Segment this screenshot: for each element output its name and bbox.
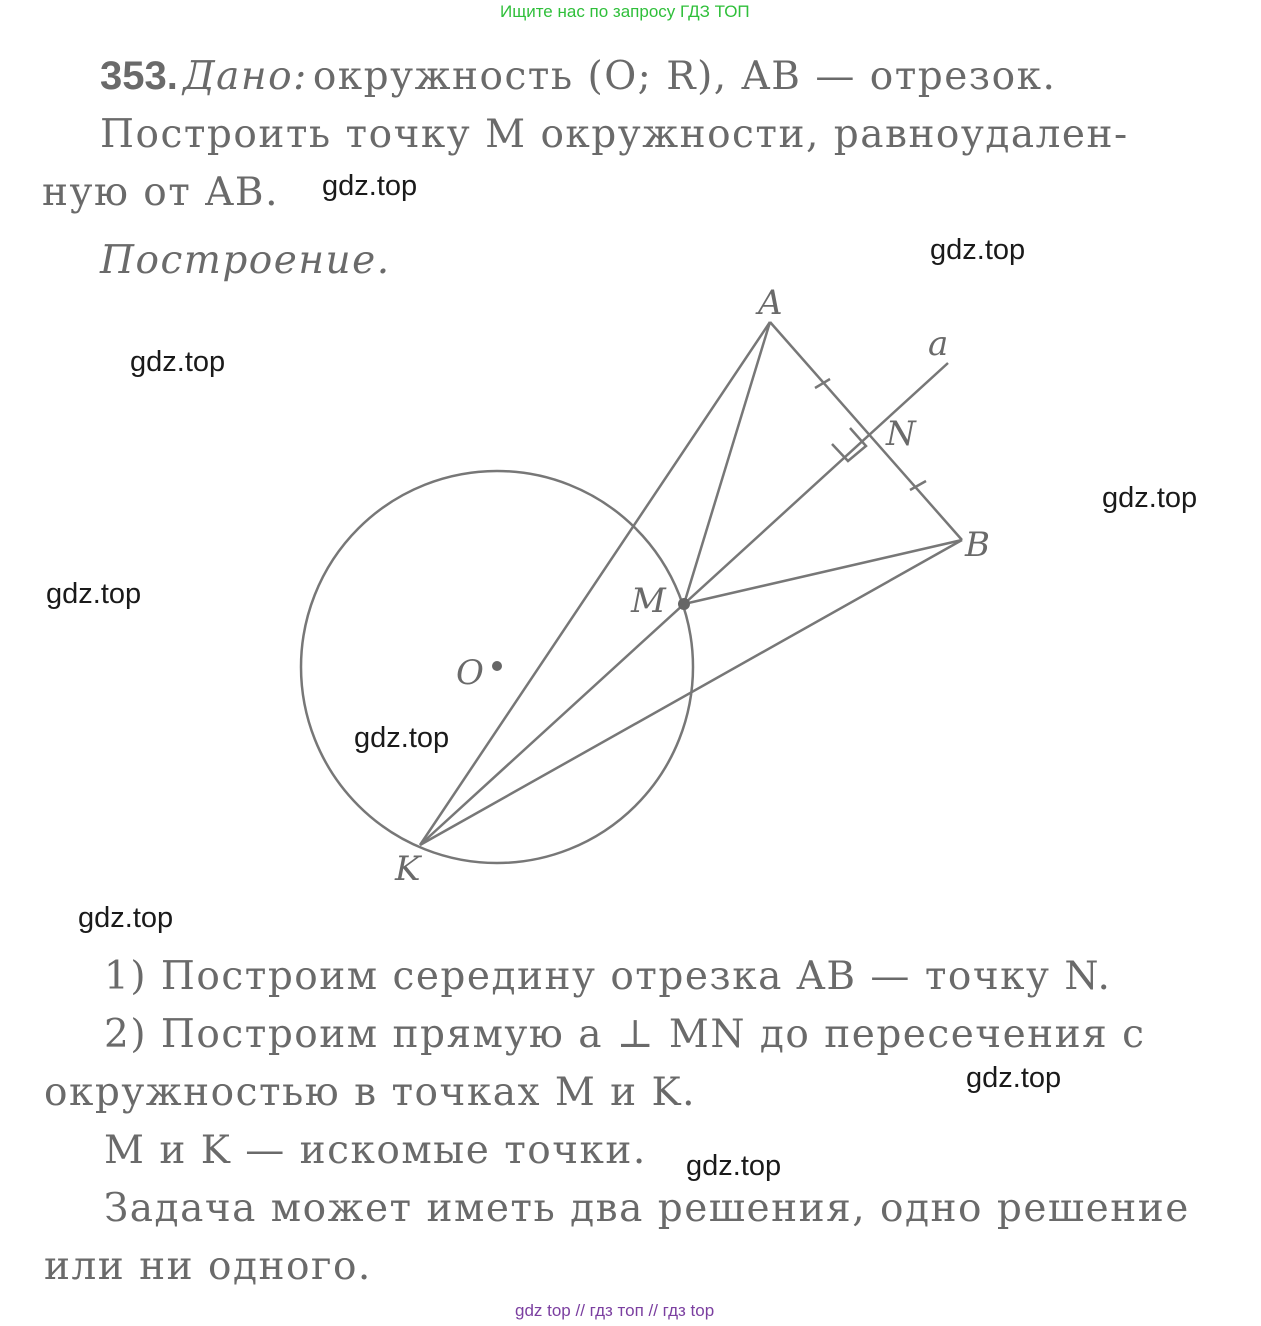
problem-number: 353. [100,54,178,98]
step-2-line-1: 2) Построим прямую a ⊥ MN до пересечения с [104,1012,1146,1057]
step-2-line-2: окружностью в точках M и K. [44,1070,697,1115]
segment-bm [684,540,962,604]
label-k: K [395,849,421,889]
watermark: gdz.top [354,722,450,754]
segment-ak [420,322,770,845]
watermark: gdz.top [686,1150,782,1182]
given-label: Дано: [182,54,308,99]
segment-bk [420,540,962,845]
step-1: 1) Построим середину отрезка AB — точку N. [104,954,1112,999]
watermark: gdz.top [78,902,174,934]
top-banner[interactable]: Ищите нас по запросу ГДЗ ТОП [500,2,750,21]
note-line-1: Задача может иметь два решения, одно решение [104,1186,1190,1231]
given-text: окружность (O; R), AB — отрезок. [312,54,1057,99]
problem-line-3: ную от AB. [42,170,279,215]
construction-label: Построение. [100,238,391,283]
watermark: gdz.top [46,578,142,610]
watermark: gdz.top [130,346,226,378]
problem-line-2: Построить точку M окружности, равноудален- [100,112,1129,157]
label-m: M [631,581,666,621]
note-line-2: или ни одного. [44,1244,372,1289]
label-a-point: A [758,283,783,323]
answer-line: M и K — искомые точки. [104,1128,647,1173]
right-angle-mark [832,428,866,461]
label-b: B [965,525,990,565]
watermark: gdz.top [930,234,1026,266]
label-line-a: a [928,324,949,364]
label-n: N [886,414,916,454]
segment-am [684,322,770,604]
footer-links[interactable]: gdz top // гдз топ // гдз top [515,1301,715,1320]
watermark: gdz.top [322,170,418,202]
label-o: O [456,653,484,693]
watermark: gdz.top [966,1062,1062,1094]
point-m [678,598,690,610]
point-o [492,661,502,671]
watermark: gdz.top [1102,482,1198,514]
